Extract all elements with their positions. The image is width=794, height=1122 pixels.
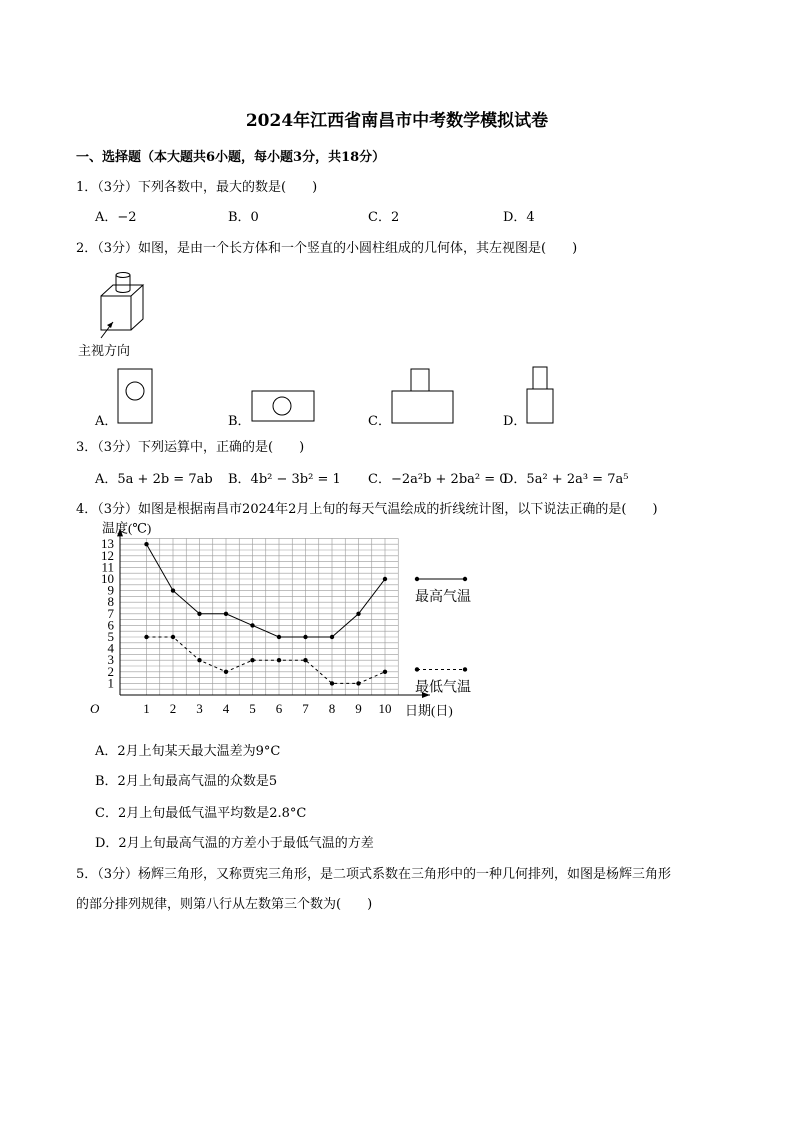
y-tick-label: 9 [107, 582, 114, 598]
question-5-line2: 的部分排列规律，则第八行从左数第三个数为( ) [76, 897, 373, 912]
data-point [144, 542, 148, 546]
data-point [383, 670, 387, 674]
figure-caption: 主视方向 [78, 344, 131, 359]
y-tick-label: 5 [107, 629, 114, 644]
legend-label: 最高气温 [415, 590, 471, 605]
data-point [356, 612, 360, 616]
question-5-line1: 5．（3分）杨辉三角形，又称贾宪三角形，是二项式系数在三角形中的一种几何排列，如图是杨辉三角形 [76, 867, 672, 882]
x-tick-label: 9 [355, 701, 362, 716]
legend-marker [463, 577, 467, 581]
x-axis-label: 日期(日) [405, 703, 453, 718]
data-point [330, 681, 334, 685]
x-tick-label: 10 [378, 701, 392, 716]
y-tick-label: 7 [107, 605, 114, 621]
solid-figure-3d [95, 268, 155, 340]
view-option-a-figure [117, 368, 153, 424]
x-tick-label: 1 [143, 701, 150, 716]
x-tick-label: 8 [328, 701, 336, 716]
question-3-stem: 3．（3分）下列运算中，正确的是( ) [76, 440, 305, 455]
q3-option-a[interactable]: A．5a + 2b = 7ab [95, 472, 213, 487]
data-point [277, 658, 281, 662]
x-tick-label: 2 [169, 701, 177, 716]
q2-option-c[interactable]: C． [368, 414, 391, 429]
y-tick-label: 11 [101, 559, 114, 575]
data-point [356, 681, 360, 685]
view-option-d-figure [526, 366, 554, 424]
q2-option-a[interactable]: A． [95, 414, 118, 429]
q4-option-b[interactable]: B．2月上旬最高气温的众数是5 [95, 774, 278, 789]
x-tick-label: 4 [222, 701, 230, 716]
data-point [224, 670, 228, 674]
data-point [171, 588, 175, 592]
data-point [197, 658, 201, 662]
x-tick-label: 5 [249, 701, 256, 716]
page-title: 2024年江西省南昌市中考数学模拟试卷 [245, 111, 549, 131]
question-2-stem: 2．（3分）如图，是由一个长方体和一个竖直的小圆柱组成的几何体，其左视图是( ) [76, 241, 578, 256]
y-tick-label: 12 [101, 547, 114, 563]
x-tick-label: 6 [275, 701, 283, 716]
q1-option-d[interactable]: D．4 [503, 210, 535, 225]
q4-option-d[interactable]: D．2月上旬最高气温的方差小于最低气温的方差 [95, 836, 374, 851]
data-point [171, 635, 175, 639]
q3-option-c[interactable]: C．−2a²b + 2ba² = 0 [368, 472, 508, 487]
legend-marker [415, 577, 419, 581]
x-tick-label: 7 [302, 701, 309, 716]
data-point [277, 635, 281, 639]
data-point [197, 612, 201, 616]
data-point [250, 623, 254, 627]
q1-option-c[interactable]: C．2 [368, 210, 400, 225]
data-point [144, 635, 148, 639]
origin-label: O [90, 701, 100, 716]
data-point [303, 658, 307, 662]
q3-option-b[interactable]: B．4b² − 3b² = 1 [228, 472, 341, 487]
data-point [250, 658, 254, 662]
y-tick-label: 4 [107, 640, 114, 656]
q3-option-d[interactable]: D．5a² + 2a³ = 7a⁵ [503, 472, 629, 487]
question-4-stem: 4．（3分）如图是根据南昌市2024年2月上旬的每天气温绘成的折线统计图，以下说法正确的是( ) [76, 502, 658, 517]
data-point [383, 577, 387, 581]
data-point [224, 612, 228, 616]
q4-option-c[interactable]: C．2月上旬最低气温平均数是2.8°C [95, 806, 307, 821]
y-tick-label: 8 [107, 594, 114, 610]
y-tick-label: 2 [107, 663, 114, 679]
y-tick-label: 1 [107, 675, 114, 691]
q1-option-a[interactable]: A．−2 [95, 210, 137, 225]
q2-option-b[interactable]: B． [228, 414, 251, 429]
x-tick-label: 3 [196, 701, 203, 716]
legend-marker [415, 667, 419, 671]
legend-label: 最低气温 [415, 680, 471, 696]
y-tick-label: 13 [101, 536, 114, 552]
question-1-stem: 1．（3分）下列各数中，最大的数是( ) [76, 180, 318, 195]
temperature-line-chart [70, 520, 471, 728]
y-tick-label: 3 [107, 652, 114, 668]
y-axis-label: 温度(℃) [102, 520, 152, 536]
legend-marker [463, 667, 467, 671]
data-point [303, 635, 307, 639]
view-option-c-figure [391, 368, 455, 424]
q1-option-b[interactable]: B．0 [228, 210, 259, 225]
y-tick-label: 6 [107, 617, 114, 633]
y-tick-label: 10 [101, 571, 114, 586]
q2-option-d[interactable]: D． [503, 414, 527, 429]
data-point [330, 635, 334, 639]
q4-option-a[interactable]: A．2月上旬某天最大温差为9°C [95, 744, 281, 759]
section-heading: 一、选择题（本大题共6小题，每小题3分，共18分） [76, 150, 386, 165]
view-option-b-figure [251, 390, 315, 422]
